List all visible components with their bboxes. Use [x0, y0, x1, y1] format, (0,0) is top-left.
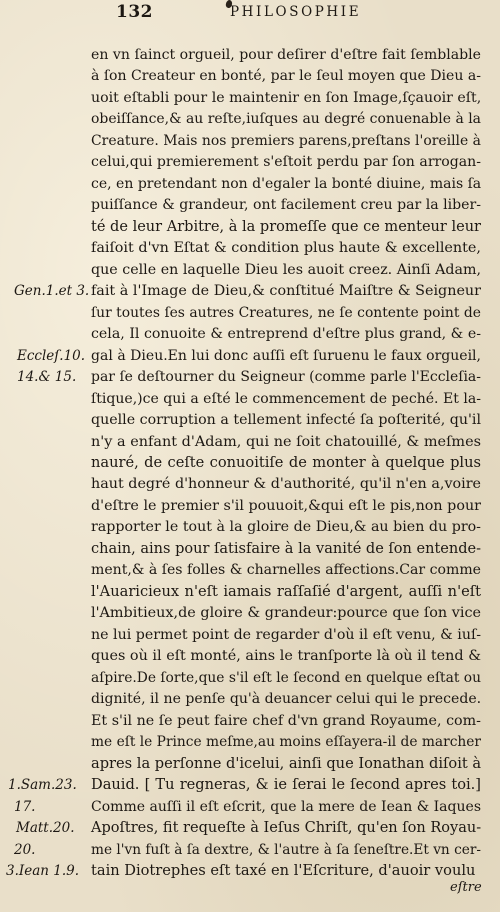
text-line: ce, en pretendant non d'egaler la bonté diuine, mais ſa [91, 175, 482, 192]
running-head: PHILOSOPHIE [230, 4, 362, 20]
text-line: par ſe deſtourner du Seigneur (comme parle l'Eccleſia- [91, 369, 481, 386]
text-line: chain, ains pour ſatisfaire à la vanité de ſon entende- [91, 540, 481, 557]
margin-note: Gen.1.et 3. [14, 283, 90, 300]
text-line: à ſon Createur en bonté, par le ſeul moyen que Dieu a- [91, 68, 481, 85]
margin-note: Eccleſ.10. [17, 347, 86, 364]
text-line: tain Diotrephes eſt taxé en l'Eſcriture, d'auoir voulu [91, 862, 476, 879]
text-line: apres la perſonne d'icelui, ainſi que Ionathan diſoit à [91, 754, 482, 772]
text-line: celui,qui premierement s'eſtoit perdu par ſon arrogan- [91, 154, 481, 171]
text-line: uoit eſtabli pour le maintenir en ſon Image,ſçauoir eſt, [91, 89, 482, 106]
text-line: Apoſtres, fit requeſte à Ieſus Chriſt, qu'en ſon Royau- [91, 820, 482, 837]
text-line: quelle corruption a tellement infecté ſa poſterité, qu'il [91, 412, 481, 429]
text-line: té de leur Arbitre, à la promeſſe que ce menteur leur [91, 218, 481, 235]
margin-note: 14.& 15. [17, 369, 77, 386]
text-line: que celle en laquelle Dieu les auoit creez. Ainſi Adam, [91, 261, 481, 278]
text-line: nauré, de ceſte conuoitiſe de monter à quelque plus [91, 454, 481, 471]
page-number: 132 [116, 2, 153, 22]
text-line: aſpire.De ſorte,que s'il eſt le ſecond en quelque eſtat ou [91, 669, 481, 686]
text-line: ques où il eſt monté, ains le tranſporte là où il tend & [91, 648, 481, 665]
text-line: en vn ſainct orgueil, pour deſirer d'eſtre fait ſemblable [91, 47, 481, 63]
text-line: ment,& à ſes folles & charnelles affections.Car comme [91, 562, 482, 579]
text-line: ſtique,)ce qui a eſté le commencement de peché. Et la- [91, 390, 481, 407]
text-line: d'eſtre le premier s'il pouuoit,&qui eſt le pis,non pour [91, 497, 481, 514]
text-line: Comme auſſi il eſt eſcrit, que la mere de Iean & Iaques [91, 798, 482, 815]
text-line: l'Auaricieux n'eſt iamais raſſaſié d'argent, auſſi n'eſt [91, 582, 481, 600]
text-line: faiſoit d'vn Eſtat & condition plus haute & excellente, [91, 240, 481, 257]
margin-note: 17. [14, 798, 36, 815]
text-line: l'Ambitieux,de gloire & grandeur:pource que ſon vice [91, 605, 481, 622]
margin-note: 1.Sam.23. [8, 777, 77, 794]
catchword: eſtre [450, 880, 482, 895]
margin-note: 20. [14, 841, 36, 858]
text-line: rapporter le tout à la gloire de Dieu,& au bien du pro- [91, 519, 481, 536]
text-line: Creature. Mais nos premiers parens,preſtans l'oreille à [91, 132, 481, 149]
text-line: haut degré d'honneur & d'authorité, qu'il n'en a,voire [91, 476, 481, 493]
text-line: Dauid. [ Tu regneras, & ie ſerai le ſecond apres toi.] [91, 776, 481, 794]
text-line: gal à Dieu.En lui donc auſſi eſt ſuruenu le faux orgueil, [91, 347, 481, 364]
text-line: ſur toutes ſes autres Creatures, ne ſe contente point de [91, 304, 481, 321]
text-line: dignité, il ne penſe qu'à deuancer celui qui le precede. [91, 691, 482, 708]
text-line: fait à l'Image de Dieu,& conſtitué Maiſtre & Seigneur [91, 283, 481, 300]
text-line: me eſt le Prince meſme,au moins eſſayera-il de marcher [91, 734, 481, 751]
text-line: puiſſance & grandeur, ont facilement creu par la liber- [91, 197, 481, 214]
margin-note: 3.Iean 1.9. [6, 863, 79, 879]
text-line: Et s'il ne ſe peut faire chef d'vn grand Royaume, com- [91, 712, 481, 729]
text-line: me l'vn fuſt à ſa dextre, & l'autre à ſa ſeneſtre.Et vn cer- [91, 841, 481, 858]
text-line: cela, Il conuoite & entreprend d'eſtre plus grand, & e- [91, 326, 481, 343]
text-line: ne lui permet point de regarder d'où il eſt venu, & iuſ- [91, 626, 482, 643]
margin-note: Matt.20. [16, 820, 75, 837]
text-line: n'y a enfant d'Adam, qui ne ſoit chatouillé, & meſmes [91, 433, 481, 450]
text-line: obeiſſance,& au reſte,iuſques au degré conuenable à la [91, 111, 481, 128]
